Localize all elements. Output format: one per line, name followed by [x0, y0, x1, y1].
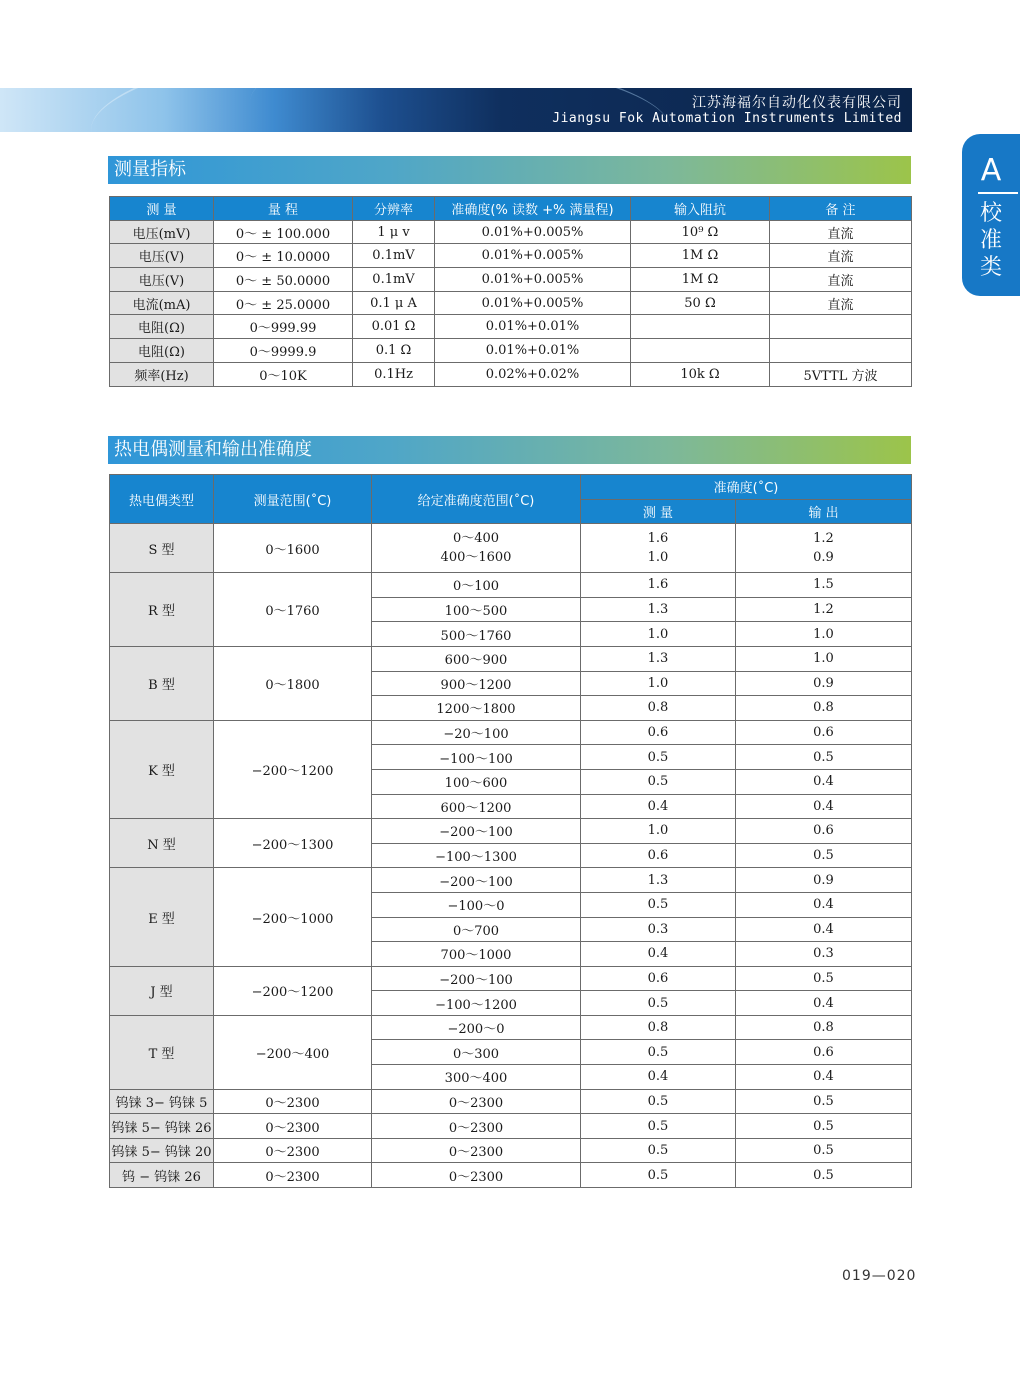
table-row — [110, 1163, 912, 1188]
table-cell: 700～1000 — [372, 942, 581, 967]
table-cell: −100～0 — [372, 892, 581, 917]
category-side-tab — [962, 134, 1020, 296]
table-cell: 电阻(Ω) — [110, 339, 214, 363]
table-cell: 0.5 — [581, 892, 736, 917]
table-cell-value: 1.0 — [647, 550, 669, 566]
table-cell — [631, 339, 770, 363]
table-cell: 0.4 — [736, 917, 912, 942]
table-cell-value: 0.9 — [813, 550, 834, 566]
table-cell: 0.1 μ A — [353, 291, 435, 315]
table-cell: 直流 — [770, 268, 912, 292]
table-cell: 0～999.99 — [214, 315, 353, 339]
table-cell: 0.01%+0.005% — [435, 244, 631, 268]
table-cell: 0.01%+0.01% — [435, 339, 631, 363]
column-header: 测量范围(˚C) — [214, 475, 372, 524]
thermocouple-type: K 型 — [110, 720, 214, 818]
column-header: 输 出 — [736, 499, 912, 524]
category-divider — [978, 192, 1018, 194]
table-cell: 0～ ± 50.0000 — [214, 268, 353, 292]
table-cell: 500～1760 — [372, 622, 581, 647]
measurement-range: 0～2300 — [214, 1114, 372, 1139]
company-name-cn: 江苏海福尔自动化仪表有限公司 — [692, 95, 902, 111]
thermocouple-accuracy-table — [109, 474, 912, 1188]
table-cell: 0～ ± 100.000 — [214, 220, 353, 244]
thermocouple-type: B 型 — [110, 646, 214, 720]
table-cell: −200～0 — [372, 1015, 581, 1040]
table-cell: 0.6 — [581, 843, 736, 868]
column-header: 输入阻抗 — [631, 197, 770, 221]
table-cell — [770, 339, 912, 363]
header-banner — [0, 88, 912, 132]
measurement-range: −200～1000 — [214, 868, 372, 966]
table-cell: 0.5 — [736, 1114, 912, 1139]
table-cell — [770, 315, 912, 339]
table-row — [110, 646, 912, 671]
column-header: 热电偶类型 — [110, 475, 214, 524]
table-cell: 100～500 — [372, 597, 581, 622]
measurement-range: 0～1600 — [214, 524, 372, 573]
table-cell: 1200～1800 — [372, 696, 581, 721]
table-cell: −200～100 — [372, 868, 581, 893]
measurement-spec-table — [109, 196, 912, 387]
table-cell: 0.1Hz — [353, 362, 435, 386]
section-title-measurement: 测量指标 — [108, 156, 911, 184]
measurement-range: −200～1200 — [214, 966, 372, 1015]
table-cell: 0.6 — [736, 720, 912, 745]
table-cell: 0.1mV — [353, 244, 435, 268]
table-cell: 0.5 — [581, 1040, 736, 1065]
table-cell: 0.01%+0.005% — [435, 220, 631, 244]
table-cell: 0.8 — [581, 696, 736, 721]
table-cell: 1.3 — [581, 868, 736, 893]
table-row — [110, 1089, 912, 1114]
column-header: 准确度(˚C) — [581, 475, 912, 500]
table-cell: 1.0 — [581, 622, 736, 647]
measurement-range: −200～1200 — [214, 720, 372, 818]
table-cell: 900～1200 — [372, 671, 581, 696]
thermocouple-type: E 型 — [110, 868, 214, 966]
table-cell: 0.4 — [581, 1065, 736, 1090]
table-cell: 0.01%+0.005% — [435, 291, 631, 315]
column-header: 量 程 — [214, 197, 353, 221]
table-cell: 10⁹ Ω — [631, 220, 770, 244]
thermocouple-type: T 型 — [110, 1015, 214, 1089]
table-cell: 电阻(Ω) — [110, 315, 214, 339]
measurement-range: 0～2300 — [214, 1138, 372, 1163]
table-cell-value: 400～1600 — [440, 550, 512, 566]
table-cell: −100～100 — [372, 745, 581, 770]
measurement-range: 0～1760 — [214, 573, 372, 647]
table-row — [110, 720, 912, 745]
measurement-range: 0～1800 — [214, 646, 372, 720]
table-cell: 0.6 — [736, 1040, 912, 1065]
table-cell: 0～9999.9 — [214, 339, 353, 363]
table-cell: 100～600 — [372, 769, 581, 794]
table-cell: 1.6 — [581, 573, 736, 598]
table-cell: 0.4 — [736, 991, 912, 1016]
table-cell: 电压(V) — [110, 244, 214, 268]
table-row — [110, 819, 912, 844]
table-cell: 频率(Hz) — [110, 362, 214, 386]
table-cell: 0.4 — [736, 1065, 912, 1090]
table-row — [110, 868, 912, 893]
table-cell: 0.6 — [581, 720, 736, 745]
table-cell: 0.5 — [581, 1089, 736, 1114]
thermocouple-type: 钨铼 3− 钨铼 5 — [110, 1089, 214, 1114]
table-cell: 1.3 — [581, 646, 736, 671]
stacked-cell — [372, 524, 581, 573]
table-cell: 0.6 — [736, 819, 912, 844]
table-cell: −20～100 — [372, 720, 581, 745]
table-cell: 0.01%+0.01% — [435, 315, 631, 339]
table-row — [110, 291, 912, 315]
stacked-cell — [581, 524, 736, 573]
table-cell: 0～ ± 10.0000 — [214, 244, 353, 268]
table-cell: 0～2300 — [372, 1163, 581, 1188]
table-cell: 50 Ω — [631, 291, 770, 315]
table-cell: 0.5 — [736, 966, 912, 991]
table-cell: 电压(mV) — [110, 220, 214, 244]
table-cell: 直流 — [770, 244, 912, 268]
table-cell: 0.4 — [736, 892, 912, 917]
table-row — [110, 1138, 912, 1163]
table-cell-value: 1.2 — [813, 531, 834, 547]
table-cell: 0.8 — [736, 1015, 912, 1040]
table-cell: 0.5 — [581, 991, 736, 1016]
table-row — [110, 1114, 912, 1139]
table-cell: −100～1200 — [372, 991, 581, 1016]
table-cell: 0～300 — [372, 1040, 581, 1065]
table-cell: 0～700 — [372, 917, 581, 942]
category-char: 校 — [979, 201, 1002, 226]
table-cell: 0～ ± 25.0000 — [214, 291, 353, 315]
table-cell: 1M Ω — [631, 244, 770, 268]
table-cell: 0.5 — [581, 1163, 736, 1188]
stacked-cell — [736, 524, 912, 573]
table-cell: 0.4 — [736, 794, 912, 819]
table-row — [110, 966, 912, 991]
table-cell: 600～900 — [372, 646, 581, 671]
table-cell: 0.01 Ω — [353, 315, 435, 339]
table-cell: 0～2300 — [372, 1138, 581, 1163]
thermocouple-type: 钨 − 钨铼 26 — [110, 1163, 214, 1188]
table-cell: 电压(V) — [110, 268, 214, 292]
table-cell: 0.5 — [581, 769, 736, 794]
table-header-row — [110, 475, 912, 500]
thermocouple-type: J 型 — [110, 966, 214, 1015]
table-cell: 直流 — [770, 291, 912, 315]
table-cell: 0.3 — [581, 917, 736, 942]
table-cell: −200～100 — [372, 819, 581, 844]
measurement-range: 0～2300 — [214, 1163, 372, 1188]
table-cell: 0.5 — [736, 1138, 912, 1163]
table-row — [110, 524, 912, 573]
table-cell: 0.5 — [581, 1138, 736, 1163]
thermocouple-type: 钨铼 5− 钨铼 20 — [110, 1138, 214, 1163]
table-cell: 0.5 — [736, 745, 912, 770]
table-cell: 300～400 — [372, 1065, 581, 1090]
table-row — [110, 244, 912, 268]
table-cell: 0～100 — [372, 573, 581, 598]
column-header: 测 量 — [110, 197, 214, 221]
table-cell-value: 0～400 — [452, 531, 500, 547]
table-cell: 0.4 — [736, 769, 912, 794]
table-cell: 0.5 — [581, 1114, 736, 1139]
table-cell: 1.0 — [581, 819, 736, 844]
table-cell: 0～10K — [214, 362, 353, 386]
measurement-range: −200～400 — [214, 1015, 372, 1089]
table-cell: 0.3 — [736, 942, 912, 967]
column-header: 备 注 — [770, 197, 912, 221]
table-cell-value: 1.6 — [647, 531, 669, 547]
table-cell: 1.0 — [736, 622, 912, 647]
table-cell: 0.4 — [581, 794, 736, 819]
table-cell: 0.5 — [736, 843, 912, 868]
table-cell: 0.6 — [581, 966, 736, 991]
category-char: 准 — [979, 228, 1002, 253]
table-cell: 0.9 — [736, 868, 912, 893]
thermocouple-type: S 型 — [110, 524, 214, 573]
table-cell: 1M Ω — [631, 268, 770, 292]
table-row — [110, 315, 912, 339]
table-cell: 0.8 — [736, 696, 912, 721]
column-header: 准确度(% 读数 +% 满量程) — [435, 197, 631, 221]
table-cell: 0.5 — [581, 745, 736, 770]
measurement-range: −200～1300 — [214, 819, 372, 868]
table-header-row — [110, 197, 912, 221]
company-name-en: Jiangsu Fok Automation Instruments Limited — [552, 111, 902, 126]
table-row — [110, 268, 912, 292]
table-cell: 1.5 — [736, 573, 912, 598]
table-cell: 0～2300 — [372, 1089, 581, 1114]
table-cell: 电流(mA) — [110, 291, 214, 315]
table-cell: 直流 — [770, 220, 912, 244]
column-header: 分辨率 — [353, 197, 435, 221]
column-header: 测 量 — [581, 499, 736, 524]
table-row — [110, 573, 912, 598]
table-cell — [631, 315, 770, 339]
measurement-range: 0～2300 — [214, 1089, 372, 1114]
table-cell: 5VTTL 方波 — [770, 362, 912, 386]
section-title-thermocouple: 热电偶测量和输出准确度 — [108, 436, 911, 464]
table-cell: 0.1 Ω — [353, 339, 435, 363]
thermocouple-type: N 型 — [110, 819, 214, 868]
table-cell: 0.01%+0.005% — [435, 268, 631, 292]
table-cell: 0.02%+0.02% — [435, 362, 631, 386]
table-cell: 0.8 — [581, 1015, 736, 1040]
thermocouple-type: R 型 — [110, 573, 214, 647]
column-header: 给定准确度范围(˚C) — [372, 475, 581, 524]
table-cell: 0.9 — [736, 671, 912, 696]
table-row — [110, 1015, 912, 1040]
table-cell: 1.0 — [581, 671, 736, 696]
table-cell: 1.0 — [736, 646, 912, 671]
table-cell: 0.4 — [581, 942, 736, 967]
table-cell: 0.1mV — [353, 268, 435, 292]
table-cell: 1.3 — [581, 597, 736, 622]
table-cell: 0～2300 — [372, 1114, 581, 1139]
category-char: 类 — [979, 255, 1002, 280]
table-cell: 1.2 — [736, 597, 912, 622]
table-row — [110, 339, 912, 363]
thermocouple-type: 钨铼 5− 钨铼 26 — [110, 1114, 214, 1139]
table-row — [110, 220, 912, 244]
table-cell: −100～1300 — [372, 843, 581, 868]
table-cell: 10k Ω — [631, 362, 770, 386]
category-letter: A — [980, 153, 1002, 188]
table-cell: 1 μ v — [353, 220, 435, 244]
table-cell: −200～100 — [372, 966, 581, 991]
table-cell: 600～1200 — [372, 794, 581, 819]
table-cell: 0.5 — [736, 1089, 912, 1114]
table-row — [110, 362, 912, 386]
page-number: 019—020 — [842, 1268, 917, 1284]
table-cell: 0.5 — [736, 1163, 912, 1188]
